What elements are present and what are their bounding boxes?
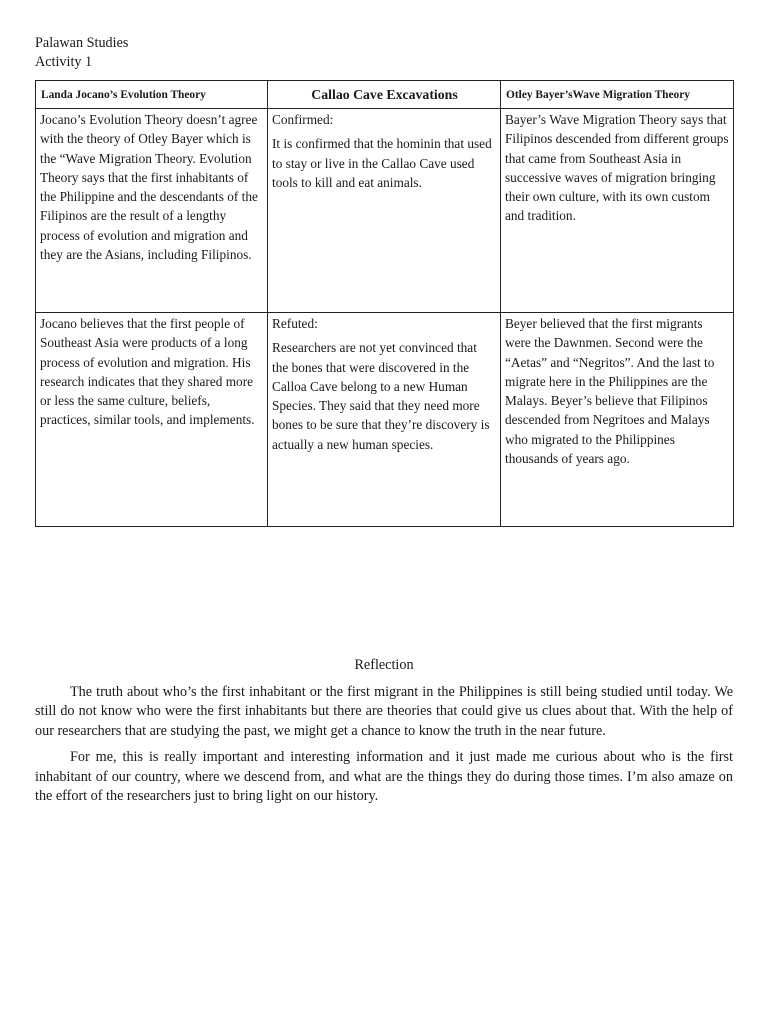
jocano-cell: Jocano believes that the first people of Southeast Asia were products of a long process of evolution and migration. His research indicates that they shared more or less the same culture, beliefs, practices, similar tools, and implements.	[36, 313, 268, 527]
callao-cell	[268, 109, 501, 313]
header-callao-cave: Callao Cave Excavations	[268, 81, 501, 109]
reflection-heading: Reflection	[354, 657, 414, 673]
header-jocano-theory: Landa Jocano’s Evolution Theory	[36, 81, 268, 109]
bayer-cell: Bayer’s Wave Migration Theory says that Filipinos descended from different groups that came from Southeast Asia in successive waves of migration bringing their own culture, with its own custom and tradition.	[501, 109, 734, 313]
reflection-body	[35, 683, 733, 813]
reflection-paragraph: The truth about who’s the first inhabitant or the first migrant in the Philippines is still being studied until today. We still do not know who were the first inhabitants but there are theories that could give us clues about that. With the help of our researchers that are studying the past, we might get a chance to know the truth in the near future.	[35, 684, 733, 739]
course-title: Palawan Studies	[35, 35, 129, 51]
callao-cell	[268, 313, 501, 527]
callao-cell-text: It is confirmed that the hominin that used to stay or live in the Callao Cave used tools to kill and eat animals.	[272, 136, 492, 190]
theories-table	[35, 80, 734, 527]
reflection-paragraph: For me, this is really important and interesting information and it just made me curious about who is the first inhabitant of our country, where we descend from, and what are the things they do during those times. I’m also amaze on the effort of the researchers just to bring light on our history.	[35, 749, 733, 805]
callao-cell-text: Researchers are not yet convinced that the bones that were discovered in the Calloa Cave belong to a new Human Species. They said that they need more bones to be sure that they’re discovery is actually a new human species.	[272, 340, 490, 452]
activity-label: Activity 1	[35, 53, 93, 70]
bayer-cell: Beyer believed that the first migrants were the Dawnmen. Second were the “Aetas” and “Negritos”. And the last to migrate here in the Philippines are the Malays. Beyer’s believe that Filipinos descended from Negritoes and Malays who migrated to the Philippines thousands of years ago.	[501, 313, 734, 527]
table-header-row	[36, 81, 734, 109]
callao-status-label: Refuted:	[272, 316, 318, 331]
callao-status-label: Confirmed:	[272, 112, 334, 127]
table-row	[36, 313, 734, 527]
document-header	[35, 34, 128, 71]
jocano-cell: Jocano’s Evolution Theory doesn’t agree with the theory of Otley Bayer which is the “Wave Migration Theory. Evolution Theory says that the first inhabitants of the Philippine and the descendants of the Filipinos are the result of a lengthy process of evolution and migration and they are the Asians, including Filipinos.	[36, 109, 268, 313]
table-row	[36, 109, 734, 313]
header-bayer-theory: Otley Bayer’sWave Migration Theory	[501, 81, 734, 109]
